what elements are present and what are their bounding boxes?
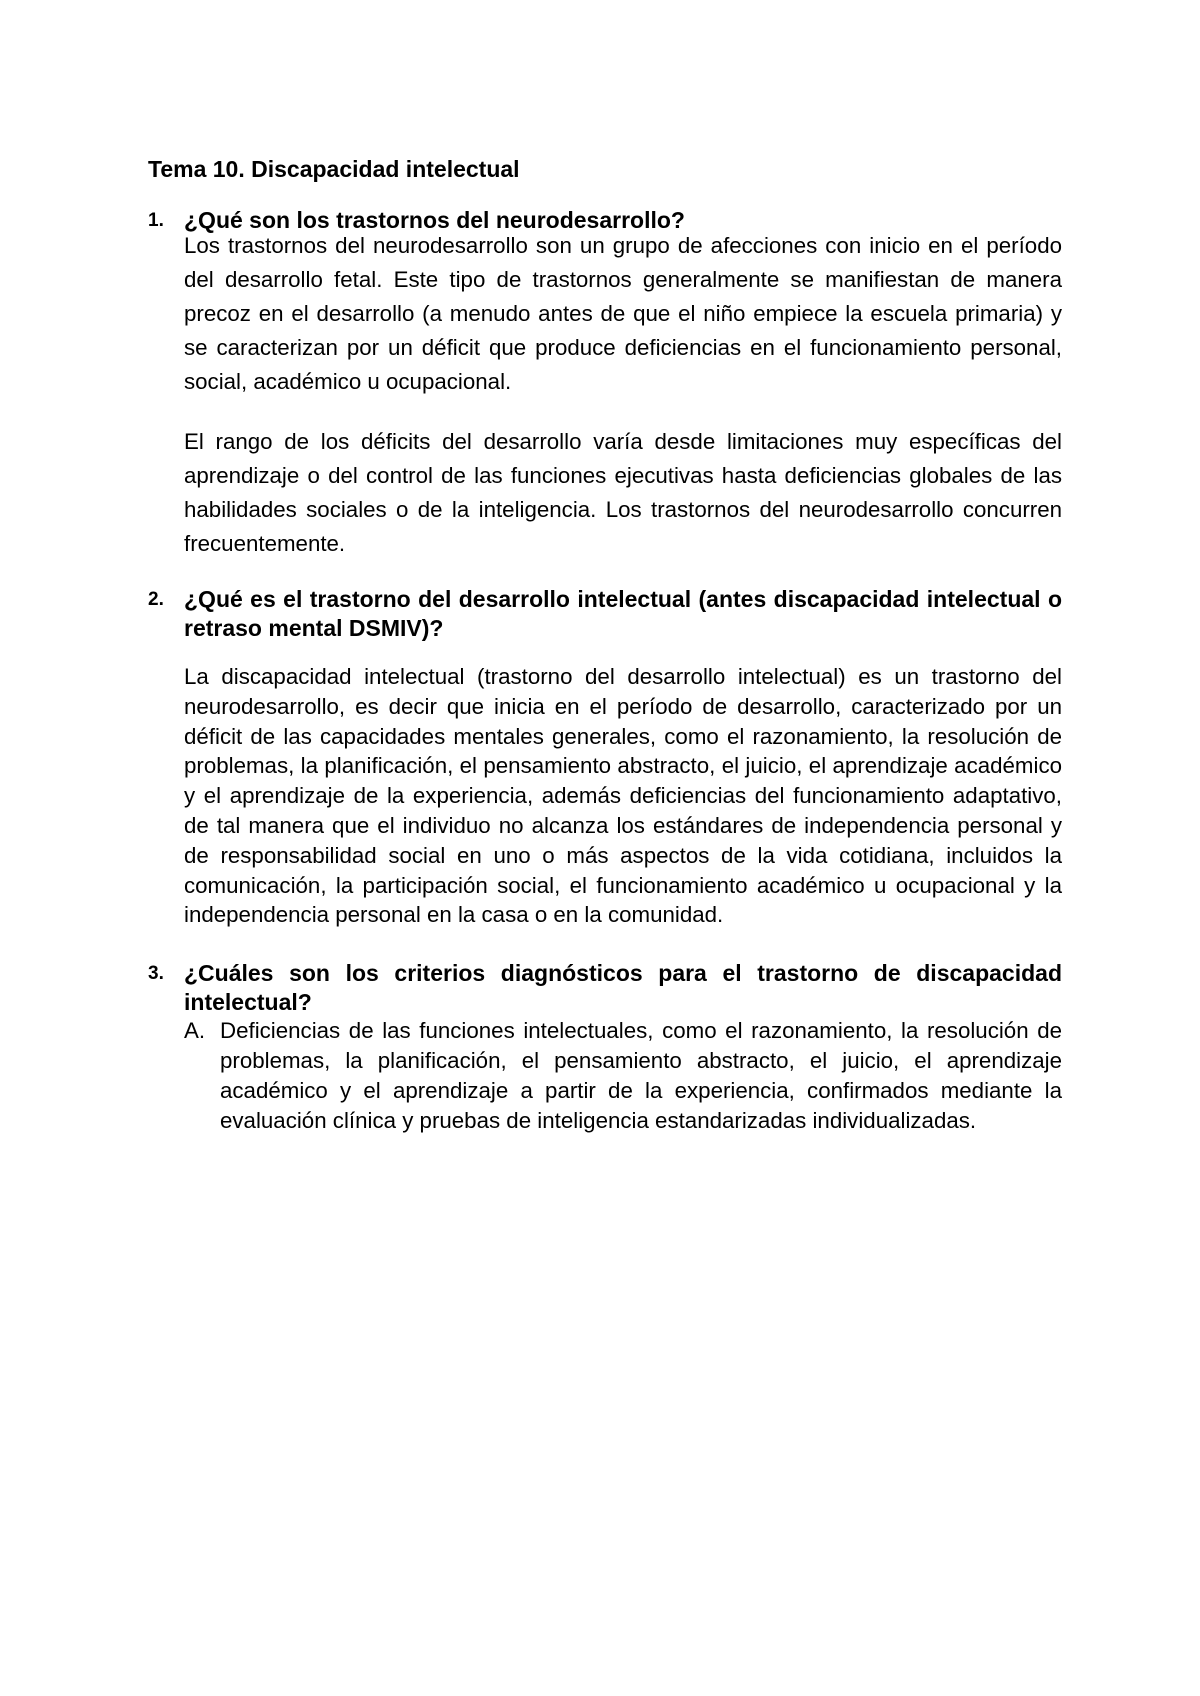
section-1-paragraph-1: Los trastornos del neurodesarrollo son un grupo de afecciones con inicio en el período del desarrollo fetal. Este tipo de trastornos generalmente se manifiestan de manera precoz en el desarrollo (a menudo antes de que el niño empiece la escuela primaria) y se caracterizan por un déficit que produce deficiencias en el funcionamiento personal, social, académico u ocupacional. [184, 233, 1062, 394]
document-title: Tema 10. Discapacidad intelectual [148, 156, 520, 182]
section-2-paragraph-1: La discapacidad intelectual (trastorno del desarrollo intelectual) es un trastorno del neurodesarrollo, es decir que inicia en el período de desarrollo, caracterizado por un déficit de las capacidades mentales generales, como el razonamiento, la resolución de problemas, la planificación, el pensamiento abstracto, el juicio, el aprendizaje académico y el aprendizaje de la experiencia, además deficiencias del funcionamiento adaptativo, de tal manera que el individuo no alcanza los estándares de independencia personal y de responsabilidad social en uno o más aspectos de la vida cotidiana, incluidos la comunicación, la participación social, el funcionamiento académico u ocupacional y la independencia personal en la casa o en la comunidad. [184, 664, 1062, 928]
section-1-question: ¿Qué son los trastornos del neurodesarrollo? [184, 207, 685, 233]
section-2-number: 2. [148, 589, 164, 610]
criterion-a-text: Deficiencias de las funciones intelectuales, como el razonamiento, la resolución de problemas, la planificación, el pensamiento abstracto, el juicio, el aprendizaje académico y el aprendizaje a partir de la experiencia, confirmados mediante la evaluación clínica y pruebas de inteligencia estandarizadas individualizadas. [220, 1018, 1062, 1133]
section-2-question: ¿Qué es el trastorno del desarrollo intelectual (antes discapacidad intelectual o retraso mental DSMIV)? [184, 586, 1062, 641]
section-3-question: ¿Cuáles son los criterios diagnósticos para el trastorno de discapacidad intelectual? [184, 960, 1062, 1015]
section-3-number: 3. [148, 963, 164, 984]
section-1-number: 1. [148, 210, 164, 231]
section-1-paragraph-2: El rango de los déficits del desarrollo varía desde limitaciones muy específicas del aprendizaje o del control de las funciones ejecutivas hasta deficiencias globales de las habilidades sociales o de la inteligencia. Los trastornos del neurodesarrollo concurren frecuentemente. [184, 429, 1062, 556]
criterion-a-marker: A. [184, 1018, 206, 1043]
criterion-a [184, 1016, 1062, 1136]
